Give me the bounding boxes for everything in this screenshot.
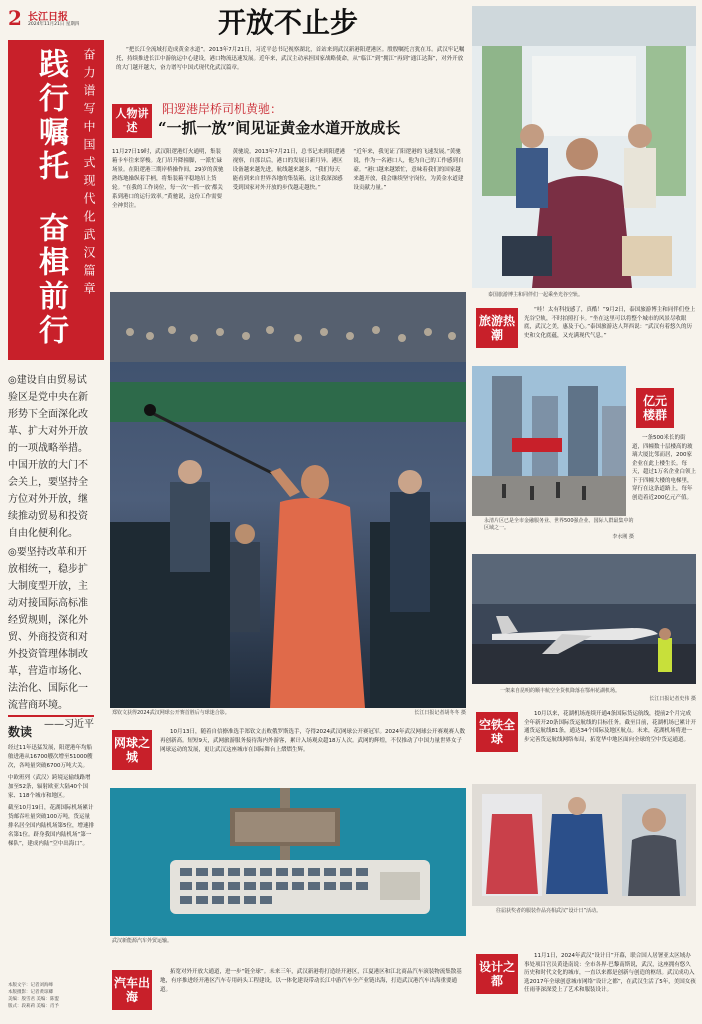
- air-text: 10月以来，花湖机场连续开通4条国际货运航线，提前2个月完成全年新开20条国际货运航线的目标任务。截至目前，花湖机场已累计开通货运航线81条，通达34个国际及地区航点。未来，花湖机场将进一步完善货运航线网络布局，拓宽华中地区面向全球的空中货运通道。: [524, 711, 696, 743]
- tower-text: 一条500米长的街道，四幢数十层楼高的玻璃大厦比邻而居，200家企业在此上楼生长。每天，超过1万名企业白领上下于四幢大楼的电梯里，穿行在这条道路上，每年创造着近200亿元产值。: [632, 435, 696, 501]
- street-photo-credit: 李水刚 摄: [612, 534, 634, 540]
- tennis-tag: 网球之城: [112, 730, 152, 770]
- data-box-title: 数读: [8, 725, 33, 739]
- design-tag: 设计之都: [476, 954, 518, 994]
- quote-text-1: ◎建设自由贸易试验区是党中央在新形势下全面深化改革、扩大对外开放的一项战略举措。中国开放的大门不会关上，要坚持全方位对外开放，继续推动贸易和投资自由化便利化。: [8, 375, 88, 539]
- data-item-2: 中欧班列（武汉）跨境运输线路增加至52条，辐射欧亚大陆40个国家、118个城市和地区。: [8, 775, 91, 799]
- train-photo-caption: 泰国旅游博主和同伴们一起乘坐光谷空轨。: [488, 292, 584, 298]
- design-photo: [472, 784, 696, 906]
- credit-line-1: 本版文字：记者刘海峰: [8, 983, 53, 988]
- feature-kicker: 阳逻港岸桥司机黄驰：: [162, 102, 283, 116]
- feature-col-2: 黄驰说，2013年7月21日，总书记来到阳逻港视察，自那以后，港口的发展日新月异。港区设备越来越先进，航线越来越多，“我们每天能看到来自世界各地的集装箱，这让我深深感受到国家对外开放的步伐越走越快。”: [232, 149, 346, 191]
- tennis-photo-illustration: [110, 292, 466, 708]
- plane-photo-caption: 一架来自昆明的顺丰航空全货机降落在鄂州花湖机场。: [500, 688, 621, 694]
- feature-tag: 人物讲述: [112, 104, 152, 138]
- port-photo-illustration: [110, 788, 466, 936]
- design-photo-caption: 往届获奖者的服装作品亮相武汉“设计日”活动。: [496, 908, 602, 914]
- design-photo-illustration: [472, 784, 696, 906]
- data-box: [8, 715, 94, 965]
- page-number: 2: [8, 6, 22, 30]
- masthead: [8, 6, 108, 28]
- credit-line-2: 本版摄影：记者黄琼卿: [8, 990, 53, 995]
- plane-photo: [472, 554, 696, 684]
- plane-photo-credit: 长江日报记者史伟 摄: [649, 696, 696, 702]
- tourism-tag: 旅游热潮: [476, 308, 518, 348]
- tourism-text: “哇！太有科技感了，真酷！”9月2日，泰国旅游博主和同伴们登上光谷空轨，不时拍照打卡。“坐在这里可以将整个城市的风景尽收眼底，武汉之美，惠及于心。”泰国旅游达人拜西说：“武汉有着悠久的历史和文化底蕴，又充满现代气息。”: [524, 307, 696, 339]
- street-photo-caption: 永清片区已是全市金融服务业、世界500强企业、国际人群最集中的区域之一。: [484, 518, 634, 531]
- plane-photo-illustration: [472, 554, 696, 684]
- street-photo: [472, 366, 626, 516]
- train-photo: [472, 6, 696, 288]
- credits: [8, 982, 98, 1018]
- date-line: 2024年11月21日 星期四: [28, 22, 80, 27]
- tennis-photo-credit: 长江日报记者胡冬冬 摄: [414, 710, 466, 716]
- banner-subtitle: 奋力谱写中国式现代化武汉篇章: [82, 48, 96, 300]
- feature-body: [112, 148, 466, 288]
- car-tag: 汽车出海: [112, 970, 152, 1010]
- data-item-3: 截至10月19日，花湖国际机场累计货邮吞吐量突破100万吨，货运量排名居全国内陆机场第5位，增速排名第1位。跻身我国内陆机场“第一梯队”，建成内陆“空中出海口”。: [8, 805, 95, 847]
- port-photo-caption: 武汉新能源汽车外贸运输。: [112, 938, 173, 944]
- quote-block: [8, 372, 94, 730]
- paper-name: 长江日报: [28, 12, 68, 23]
- tennis-photo: [110, 292, 466, 708]
- credit-line-4: 版式：段莉莉 美编：肖予: [8, 1004, 59, 1009]
- feature-col-3: “近年来，我见证了阳逻港的飞速发展。”黄驰说，作为一名港口人，他为自己的工作感到自豪。“港口越来越繁忙，意味着我们的国家越来越开放，我会继续坚守岗位，为黄金水道建设贡献力量。”: [353, 149, 464, 191]
- tennis-text: 10月13日，随着自信撩准选手郑钦文击败俄罗斯选手，夺得2024武汉网球公开赛冠军。2024年武汉网球公开赛观赛人数再创新高。短短9天，武网旅游服务接待海内外游客，累计入场观众超18万人次。武网的辉煌，不仅推动了中国力量世界女子网球运动的发展，更让武汉这座城市在国际舞台上熠熠生辉。: [160, 729, 465, 753]
- port-photo: [110, 788, 466, 936]
- air-tag: 空铁全球: [476, 712, 518, 752]
- banner-title-a: 践行嘱托: [33, 48, 68, 184]
- feature-col-1: 11月27日19时，武汉阳逻港灯火通明，集装箱卡车往来穿梭。龙门吊升降撞脚，一派忙碌场景。在阳逻港三期岸桥操作间，29岁的黄驰熟练地操纵着手柄，将集装箱平稳地吊上货轮。“在我的工作岗位，每一次‘一抓一放’都关系到港口的运行效率。”黄驰说，这份工作需要全神贯注。: [112, 149, 224, 209]
- street-photo-illustration: [472, 366, 626, 516]
- intro-text: “把长江全流域打造成黄金水道”。2013年7月21日，习近平总书记视察湖北，首站来到武汉新港阳逻港区。殷殷嘱托言犹在耳。武汉牢记嘱托，持续推进长江中游航运中心建设，港口物流迅速发展。近年来，武汉主动承担国家战略使命，从“临江”到“拥江”再到“通江达海”，对外开放的大门越开越大，奋力谱写中国式现代化武汉篇章。: [116, 47, 465, 71]
- main-headline: 开放不止步: [217, 6, 358, 39]
- design-text: 11月1日，2024年武汉“设计日”开幕，联合国人居署亚太区域办事处项目官员黄逢南说：全市各界·巴黎南斯说，武汉，这座拥有悠久历史和时代文化的城市，一直以来都是创新与创造的枢纽。武汉成功入选2017年全球创意城市网络“设计之都”，在武汉生活了5年，美国女孩任雨菲深深爱上了艺术和服装设计。: [524, 953, 696, 993]
- tennis-photo-caption: 郑钦文获得2024武汉网球公开赛首胜后与球迷合影。: [112, 710, 230, 716]
- banner-title-b: 奋楫前行: [33, 212, 68, 348]
- feature-headline: “一抓一放”间见证黄金水道开放成长: [158, 119, 401, 137]
- data-item-1: 经过11年迅猛发展，阳逻港年均船舶进港从16700艘次增至51000艘次，各吨量突破6700万吨大关。: [8, 745, 93, 769]
- quote-text-2: ◎要坚持改革和开放相统一，稳步扩大制度型开放，主动对接国际高标准经贸规则，深化外贸、外商投资和对外投资管理体制改革，营造市场化、法治化、国际化一流营商环境。: [8, 547, 88, 711]
- car-text: 拓宽对外开放大通道，进一步“链全球”。未来三年，武汉新港将打造经开港区，江夏港区和江北商品汽车滚装物流集散基地，有序推进经开港区汽车专用码头工程建设，以一体化建设带动长江中游汽车全产业链出海，打造武汉港汽车出海重要通道。: [160, 969, 462, 993]
- quote-author: ——习近平: [44, 719, 94, 730]
- train-photo-illustration: [472, 6, 696, 288]
- left-banner: [8, 40, 104, 360]
- credit-line-3: 美编：殷雪君 美编：陈盟: [8, 997, 59, 1002]
- tower-tag: 亿元楼群: [636, 388, 674, 428]
